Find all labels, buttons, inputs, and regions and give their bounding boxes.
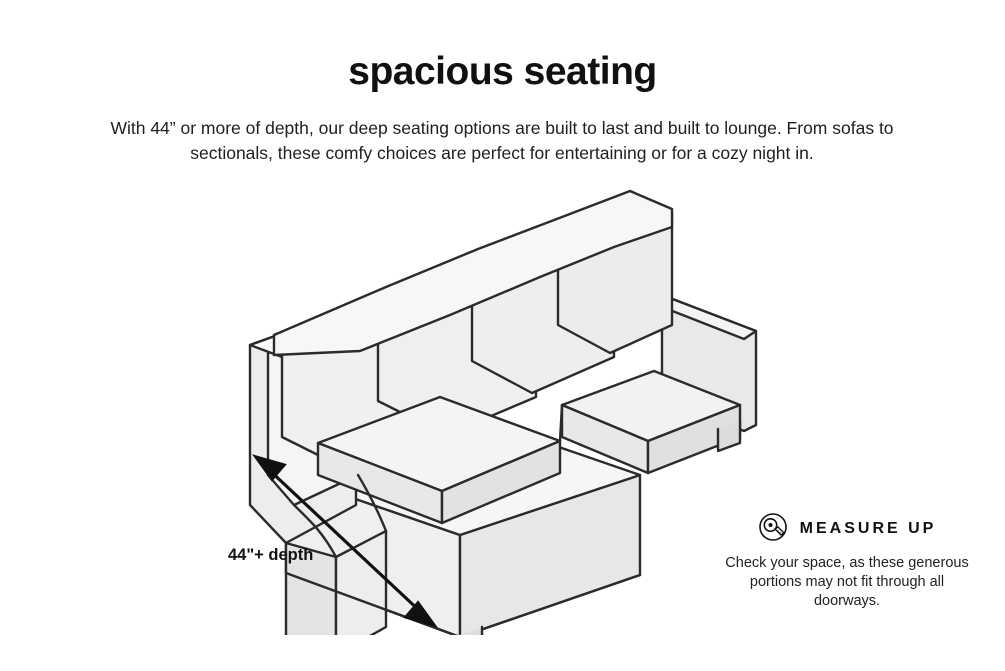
depth-dimension-label: 44"+ depth [228,546,314,564]
page-title: spacious seating [348,50,657,93]
measure-up-note: Check your space, as these generous portions may not fit through all doorways. [725,555,969,609]
measure-up-title: MEASURE UP [799,520,937,537]
tape-measure-icon [758,512,788,547]
measure-up-callout [717,512,977,611]
description-text: With 44” or more of depth, our deep seating options are built to last and built to lounge. From sofas to sectionals, these comfy choices are perfect for entertaining or for a cozy night in. [110,118,894,163]
